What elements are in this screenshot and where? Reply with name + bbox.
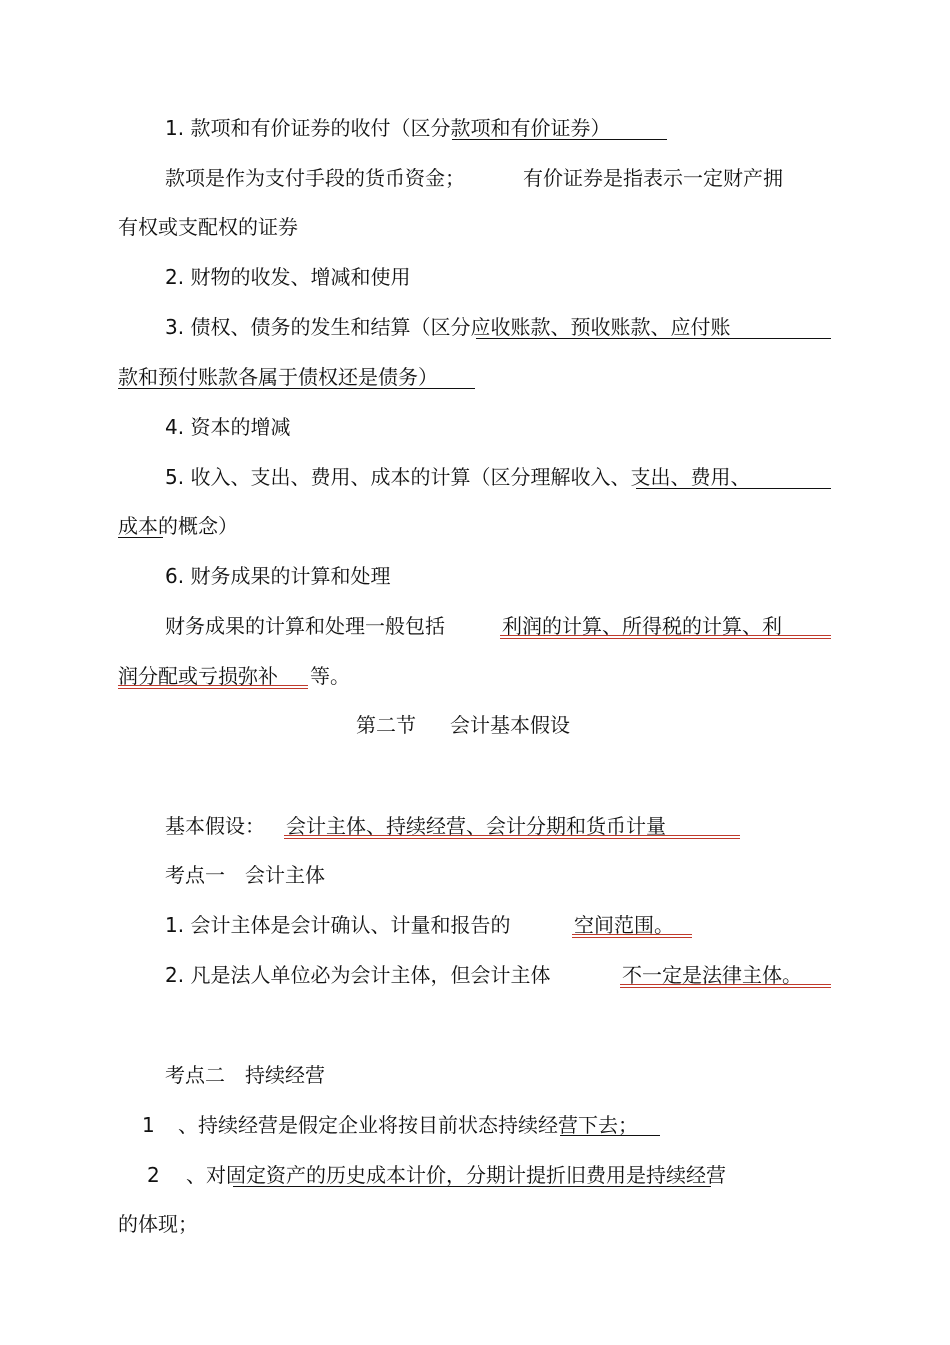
underline xyxy=(233,1186,711,1187)
item-3-heading-b: 款和预付账款各属于债权还是债务） xyxy=(118,365,438,389)
key-point-1-item-1: 1. 会计主体是会计确认、计量和报告的 xyxy=(165,913,511,937)
underline xyxy=(452,139,667,140)
basic-assumptions-list: 会计主体、持续经营、会计分期和货币计量 xyxy=(286,814,666,838)
key-point-2-title: 考点二 持续经营 xyxy=(165,1063,325,1087)
item-6-heading: 6. 财务成果的计算和处理 xyxy=(165,564,391,588)
key-point-2-item-2-end: 的体现； xyxy=(118,1212,198,1236)
item-6-desc-d: 等。 xyxy=(310,664,350,688)
key-point-2-item-2-number: 2 xyxy=(147,1163,160,1187)
key-point-2-item-2: 、对固定资产的历史成本计价，分期计提折旧费用是持续经营 xyxy=(186,1163,726,1187)
key-point-2-item-1-number: 1 xyxy=(142,1113,155,1137)
item-3-heading-a: 3. 债权、债务的发生和结算（区分应收账款、预收账款、应付账 xyxy=(165,315,731,339)
item-4-heading: 4. 资本的增减 xyxy=(165,415,291,439)
key-point-1-item-2-emphasis: 不一定是法律主体。 xyxy=(622,963,802,987)
item-5-heading-b: 成本的概念） xyxy=(118,514,238,538)
red-underline xyxy=(118,685,308,689)
item-1-desc-b: 有价证券是指表示一定财产拥 xyxy=(523,166,783,190)
underline xyxy=(118,388,475,389)
section-title-number: 第二节 xyxy=(356,713,416,737)
item-1-heading: 1. 款项和有价证券的收付（区分款项和有价证券） xyxy=(165,116,611,140)
item-2-heading: 2. 财物的收发、增减和使用 xyxy=(165,265,411,289)
item-1-desc-a: 款项是作为支付手段的货币资金； xyxy=(165,166,465,190)
underline xyxy=(476,338,831,339)
key-point-1-title: 考点一 会计主体 xyxy=(165,863,325,887)
underline xyxy=(118,537,163,538)
red-underline xyxy=(500,635,831,639)
red-underline xyxy=(572,934,692,938)
key-point-2-item-1: 、持续经营是假定企业将按目前状态持续经营下去； xyxy=(178,1113,638,1137)
underline xyxy=(636,488,831,489)
key-point-1-item-2: 2. 凡是法人单位必为会计主体，但会计主体 xyxy=(165,963,551,987)
red-underline xyxy=(284,835,740,839)
red-underline xyxy=(620,984,831,988)
item-1-desc-c: 有权或支配权的证券 xyxy=(118,215,298,239)
item-6-desc-b: 利润的计算、所得税的计算、利 xyxy=(502,614,782,638)
key-point-1-item-1-emphasis: 空间范围。 xyxy=(574,913,674,937)
basic-assumptions-label: 基本假设： xyxy=(165,814,265,838)
underline xyxy=(560,1135,660,1136)
item-6-desc-c: 润分配或亏损弥补 xyxy=(118,664,278,688)
item-5-heading-a: 5. 收入、支出、费用、成本的计算（区分理解收入、支出、费用、 xyxy=(165,465,751,489)
section-title-text: 会计基本假设 xyxy=(450,713,570,737)
item-6-desc-a: 财务成果的计算和处理一般包括 xyxy=(165,614,445,638)
